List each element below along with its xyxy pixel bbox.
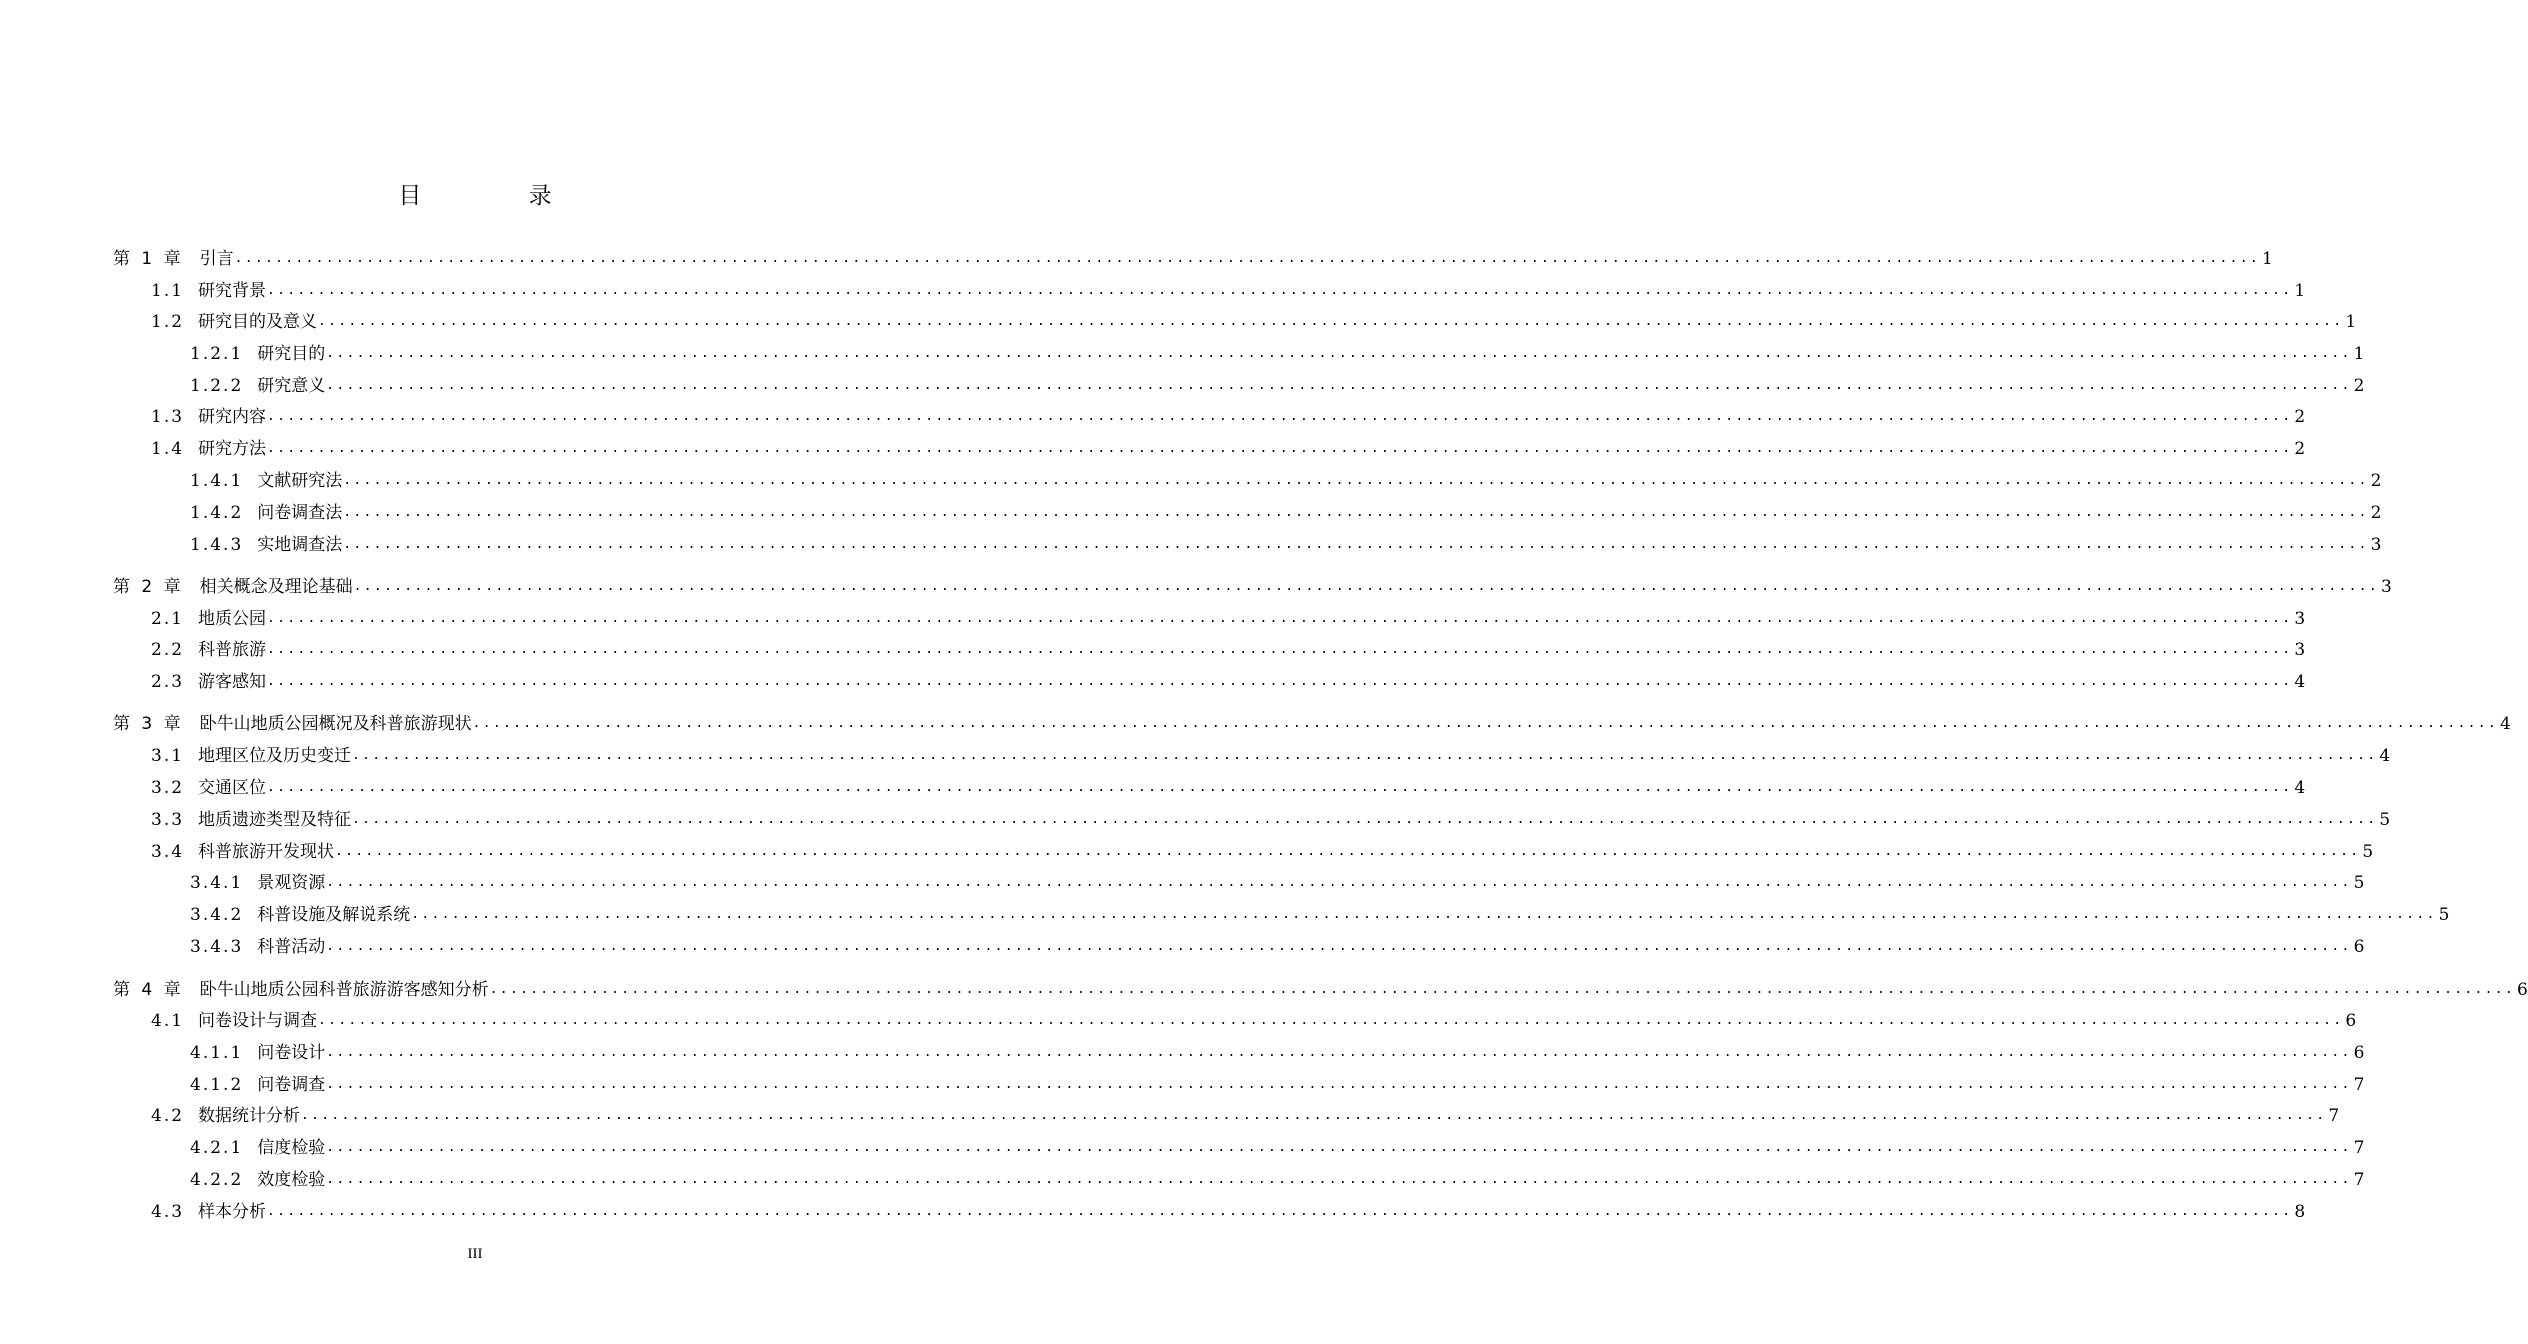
toc-entry-page-number: 2 bbox=[2294, 439, 2306, 459]
toc-section-entry[interactable] bbox=[0, 1201, 2306, 1223]
toc-entry-text bbox=[113, 576, 353, 598]
toc-entry-page-number: 1 bbox=[2353, 344, 2365, 364]
toc-entry-text bbox=[113, 713, 472, 735]
toc-entry-label: 景观资源 bbox=[257, 873, 326, 893]
toc-entry-text bbox=[113, 979, 489, 1001]
toc-entry-text bbox=[113, 248, 234, 270]
toc-entry-page-number: 5 bbox=[2362, 842, 2374, 862]
toc-entry-label: 问卷设计与调查 bbox=[198, 1011, 318, 1031]
toc-chapter-entry[interactable] bbox=[0, 979, 2528, 1001]
toc-section-entry[interactable] bbox=[0, 777, 2306, 799]
toc-entry-page-number: 2 bbox=[2353, 376, 2365, 396]
toc-subsection-entry[interactable] bbox=[0, 375, 2365, 397]
toc-subsection-entry[interactable] bbox=[0, 872, 2365, 894]
toc-entry-number: 1.3 bbox=[151, 407, 185, 427]
dot-leader: ........................................................................................................................................................................................................ bbox=[335, 844, 2361, 859]
toc-entry-text bbox=[190, 534, 342, 556]
toc-entry-page-number: 8 bbox=[2294, 1202, 2306, 1222]
toc-entry-page-number: 5 bbox=[2353, 873, 2365, 893]
dot-leader: ........................................................................................................................................................................................................ bbox=[267, 642, 2293, 657]
toc-subsection-entry[interactable] bbox=[0, 1042, 2365, 1064]
toc-entry-label: 问卷设计 bbox=[257, 1043, 326, 1063]
dot-leader: ........................................................................................................................................................................................................ bbox=[326, 378, 2352, 393]
toc-entry-text bbox=[190, 872, 325, 894]
toc-subsection-entry[interactable] bbox=[0, 904, 2450, 926]
dot-leader: ........................................................................................................................................................................................................ bbox=[267, 283, 2293, 298]
toc-entry-number: 4.1 bbox=[151, 1011, 185, 1031]
toc-entry-page-number: 7 bbox=[2353, 1138, 2365, 1158]
toc-entry-page-number: 2 bbox=[2370, 471, 2382, 491]
toc-entry-text bbox=[190, 502, 342, 524]
toc-entry-label: 科普旅游开发现状 bbox=[198, 842, 335, 862]
toc-entry-number: 2.2 bbox=[151, 640, 185, 660]
toc-entry-label: 研究背景 bbox=[198, 281, 267, 301]
toc-entry-label: 交通区位 bbox=[198, 778, 267, 798]
toc-entry-label: 游客感知 bbox=[198, 672, 267, 692]
toc-chapter-entry[interactable] bbox=[0, 248, 2273, 270]
toc-entry-text bbox=[190, 1137, 325, 1159]
toc-entry-page-number: 1 bbox=[2345, 312, 2357, 332]
toc-entry-label: 相关概念及理论基础 bbox=[199, 577, 353, 597]
toc-entry-label: 卧牛山地质公园科普旅游游客感知分析 bbox=[199, 980, 489, 1000]
dot-leader: ........................................................................................................................................................................................................ bbox=[318, 314, 2344, 329]
toc-subsection-entry[interactable] bbox=[0, 936, 2365, 958]
toc-entry-page-number: 3 bbox=[2294, 609, 2306, 629]
toc-entry-number: 3.4.1 bbox=[190, 873, 244, 893]
toc-entry-number: 4.2 bbox=[151, 1106, 185, 1126]
toc-entry-page-number: 4 bbox=[2499, 714, 2511, 734]
toc-entry-label: 信度检验 bbox=[257, 1138, 326, 1158]
toc-subsection-entry[interactable] bbox=[0, 470, 2382, 492]
toc-entry-number: 1.1 bbox=[151, 281, 185, 301]
toc-entry-text bbox=[190, 343, 325, 365]
toc-entry-number: 1.2.2 bbox=[190, 376, 244, 396]
toc-subsection-entry[interactable] bbox=[0, 502, 2382, 524]
toc-entry-number: 第 1 章 bbox=[113, 249, 184, 269]
dot-leader: ........................................................................................................................................................................................................ bbox=[326, 1045, 2352, 1060]
toc-entry-label: 研究目的 bbox=[257, 344, 326, 364]
toc-entry-number: 4.2.1 bbox=[190, 1138, 244, 1158]
toc-entry-text bbox=[151, 841, 334, 863]
toc-entry-page-number: 5 bbox=[2379, 810, 2391, 830]
toc-entry-number: 1.2 bbox=[151, 312, 185, 332]
toc-entry-number: 3.2 bbox=[151, 778, 185, 798]
dot-leader: ........................................................................................................................................................................................................ bbox=[326, 1140, 2352, 1155]
toc-entry-label: 地理区位及历史变迁 bbox=[198, 746, 352, 766]
toc-entry-page-number: 7 bbox=[2328, 1106, 2340, 1126]
toc-entry-label: 问卷调查法 bbox=[257, 503, 343, 523]
toc-entry-label: 地质公园 bbox=[198, 609, 267, 629]
toc-entry-label: 研究内容 bbox=[198, 407, 267, 427]
toc-entry-page-number: 3 bbox=[2294, 640, 2306, 660]
toc-section-entry[interactable] bbox=[0, 671, 2306, 693]
dot-leader: ........................................................................................................................................................................................................ bbox=[343, 473, 2369, 488]
dot-leader: ........................................................................................................................................................................................................ bbox=[318, 1013, 2344, 1028]
toc-entry-number: 2.3 bbox=[151, 672, 185, 692]
toc-section-entry[interactable] bbox=[0, 280, 2306, 302]
toc-entry-number: 4.1.1 bbox=[190, 1043, 244, 1063]
dot-leader: ........................................................................................................................................................................................................ bbox=[411, 907, 2437, 922]
dot-leader: ........................................................................................................................................................................................................ bbox=[267, 780, 2293, 795]
dot-leader: ........................................................................................................................................................................................................ bbox=[353, 579, 2379, 594]
toc-entry-label: 研究意义 bbox=[257, 376, 326, 396]
dot-leader: ........................................................................................................................................................................................................ bbox=[326, 1077, 2352, 1092]
toc-entry-label: 研究目的及意义 bbox=[198, 312, 318, 332]
toc-entry-label: 效度检验 bbox=[257, 1170, 326, 1190]
toc-entry-text bbox=[151, 406, 266, 428]
dot-leader: ........................................................................................................................................................................................................ bbox=[326, 939, 2352, 954]
toc-section-entry[interactable] bbox=[0, 1105, 2340, 1127]
toc-entry-page-number: 2 bbox=[2294, 407, 2306, 427]
toc-entry-label: 卧牛山地质公园概况及科普旅游现状 bbox=[199, 714, 472, 734]
toc-entry-page-number: 4 bbox=[2294, 672, 2306, 692]
toc-entry-page-number: 2 bbox=[2370, 503, 2382, 523]
toc-entry-text bbox=[151, 608, 266, 630]
toc-entry-page-number: 1 bbox=[2294, 281, 2306, 301]
toc-entry-label: 数据统计分析 bbox=[198, 1106, 301, 1126]
dot-leader: ........................................................................................................................................................................................................ bbox=[352, 748, 2378, 763]
page-title: 目 录 bbox=[398, 183, 602, 209]
toc-entry-text bbox=[190, 375, 325, 397]
dot-leader: ........................................................................................................................................................................................................ bbox=[267, 441, 2293, 456]
toc-entry-page-number: 6 bbox=[2353, 1043, 2365, 1063]
toc-entry-label: 地质遗迹类型及特征 bbox=[198, 810, 352, 830]
toc-entry-page-number: 4 bbox=[2294, 778, 2306, 798]
toc-subsection-entry[interactable] bbox=[0, 1137, 2365, 1159]
toc-entry-page-number: 4 bbox=[2379, 746, 2391, 766]
toc-entry-text bbox=[190, 1169, 325, 1191]
toc-entry-text bbox=[151, 311, 317, 333]
toc-entry-text bbox=[151, 280, 266, 302]
toc-entry-number: 1.4 bbox=[151, 439, 185, 459]
toc-entry-page-number: 6 bbox=[2516, 980, 2528, 1000]
toc-entry-number: 3.4 bbox=[151, 842, 185, 862]
dot-leader: ........................................................................................................................................................................................................ bbox=[234, 251, 2260, 266]
toc-section-entry[interactable] bbox=[0, 639, 2306, 661]
toc-entry-page-number: 6 bbox=[2345, 1011, 2357, 1031]
page-number-footer: III bbox=[467, 1246, 483, 1262]
toc-entry-text bbox=[151, 671, 266, 693]
dot-leader: ........................................................................................................................................................................................................ bbox=[326, 346, 2352, 361]
toc-entry-number: 3.1 bbox=[151, 746, 185, 766]
dot-leader: ........................................................................................................................................................................................................ bbox=[352, 812, 2378, 827]
toc-entry-label: 引言 bbox=[199, 249, 234, 269]
toc-entry-number: 第 4 章 bbox=[113, 980, 184, 1000]
toc-section-entry[interactable] bbox=[0, 1010, 2357, 1032]
dot-leader: ........................................................................................................................................................................................................ bbox=[267, 409, 2293, 424]
toc-entry-page-number: 7 bbox=[2353, 1075, 2365, 1095]
toc-entry-page-number: 6 bbox=[2353, 937, 2365, 957]
toc-entry-number: 1.2.1 bbox=[190, 344, 244, 364]
toc-entry-page-number: 7 bbox=[2353, 1170, 2365, 1190]
toc-entry-label: 科普设施及解说系统 bbox=[257, 905, 411, 925]
toc-entry-text bbox=[190, 1074, 325, 1096]
toc-entry-number: 1.4.1 bbox=[190, 471, 244, 491]
toc-subsection-entry[interactable] bbox=[0, 343, 2365, 365]
toc-entry-number: 2.1 bbox=[151, 609, 185, 629]
toc-entry-text bbox=[190, 936, 325, 958]
toc-entry-label: 问卷调查 bbox=[257, 1075, 326, 1095]
toc-entry-text bbox=[151, 639, 266, 661]
dot-leader: ........................................................................................................................................................................................................ bbox=[472, 716, 2498, 731]
toc-entry-label: 科普活动 bbox=[257, 937, 326, 957]
toc-entry-text bbox=[190, 904, 410, 926]
toc-entry-label: 研究方法 bbox=[198, 439, 267, 459]
toc-entry-label: 文献研究法 bbox=[257, 471, 343, 491]
toc-section-entry[interactable] bbox=[0, 841, 2374, 863]
toc-entry-page-number: 3 bbox=[2370, 535, 2382, 555]
toc-subsection-entry[interactable] bbox=[0, 1074, 2365, 1096]
dot-leader: ........................................................................................................................................................................................................ bbox=[343, 537, 2369, 552]
toc-entry-number: 3.4.2 bbox=[190, 905, 244, 925]
toc-entry-text bbox=[151, 809, 351, 831]
toc-entry-number: 第 2 章 bbox=[113, 577, 184, 597]
toc-entry-text bbox=[151, 438, 266, 460]
toc-entry-number: 4.1.2 bbox=[190, 1075, 244, 1095]
toc-section-entry[interactable] bbox=[0, 311, 2357, 333]
toc-section-entry[interactable] bbox=[0, 406, 2306, 428]
toc-entry-text bbox=[190, 470, 342, 492]
dot-leader: ........................................................................................................................................................................................................ bbox=[267, 611, 2293, 626]
dot-leader: ........................................................................................................................................................................................................ bbox=[326, 1172, 2352, 1187]
toc-section-entry[interactable] bbox=[0, 745, 2391, 767]
toc-entry-text bbox=[151, 745, 351, 767]
toc-entry-label: 科普旅游 bbox=[198, 640, 267, 660]
toc-entry-page-number: 1 bbox=[2261, 249, 2273, 269]
toc-chapter-entry[interactable] bbox=[0, 576, 2392, 598]
toc-entry-number: 4.2.2 bbox=[190, 1170, 244, 1190]
toc-entry-number: 4.3 bbox=[151, 1202, 185, 1222]
toc-entry-label: 样本分析 bbox=[198, 1202, 267, 1222]
toc-entry-number: 3.3 bbox=[151, 810, 185, 830]
toc-entry-number: 1.4.3 bbox=[190, 535, 244, 555]
toc-entry-text bbox=[190, 1042, 325, 1064]
toc-chapter-entry[interactable] bbox=[0, 713, 2511, 735]
dot-leader: ........................................................................................................................................................................................................ bbox=[343, 505, 2369, 520]
toc-subsection-entry[interactable] bbox=[0, 1169, 2365, 1191]
toc-entry-text bbox=[151, 1010, 317, 1032]
dot-leader: ........................................................................................................................................................................................................ bbox=[489, 982, 2515, 997]
dot-leader: ........................................................................................................................................................................................................ bbox=[301, 1108, 2327, 1123]
toc-entry-text bbox=[151, 1201, 266, 1223]
dot-leader: ........................................................................................................................................................................................................ bbox=[267, 674, 2293, 689]
toc-entry-number: 1.4.2 bbox=[190, 503, 244, 523]
toc-entry-page-number: 3 bbox=[2380, 577, 2392, 597]
toc-entry-label: 实地调查法 bbox=[257, 535, 343, 555]
toc-entry-number: 3.4.3 bbox=[190, 937, 244, 957]
toc-entry-page-number: 5 bbox=[2438, 905, 2450, 925]
dot-leader: ........................................................................................................................................................................................................ bbox=[326, 875, 2352, 890]
dot-leader: ........................................................................................................................................................................................................ bbox=[267, 1204, 2293, 1219]
toc-entry-text bbox=[151, 777, 266, 799]
toc-section-entry[interactable] bbox=[0, 608, 2306, 630]
toc-section-entry[interactable] bbox=[0, 809, 2391, 831]
toc-section-entry[interactable] bbox=[0, 438, 2306, 460]
toc-entry-text bbox=[151, 1105, 300, 1127]
toc-entry-number: 第 3 章 bbox=[113, 714, 184, 734]
toc-subsection-entry[interactable] bbox=[0, 534, 2382, 556]
